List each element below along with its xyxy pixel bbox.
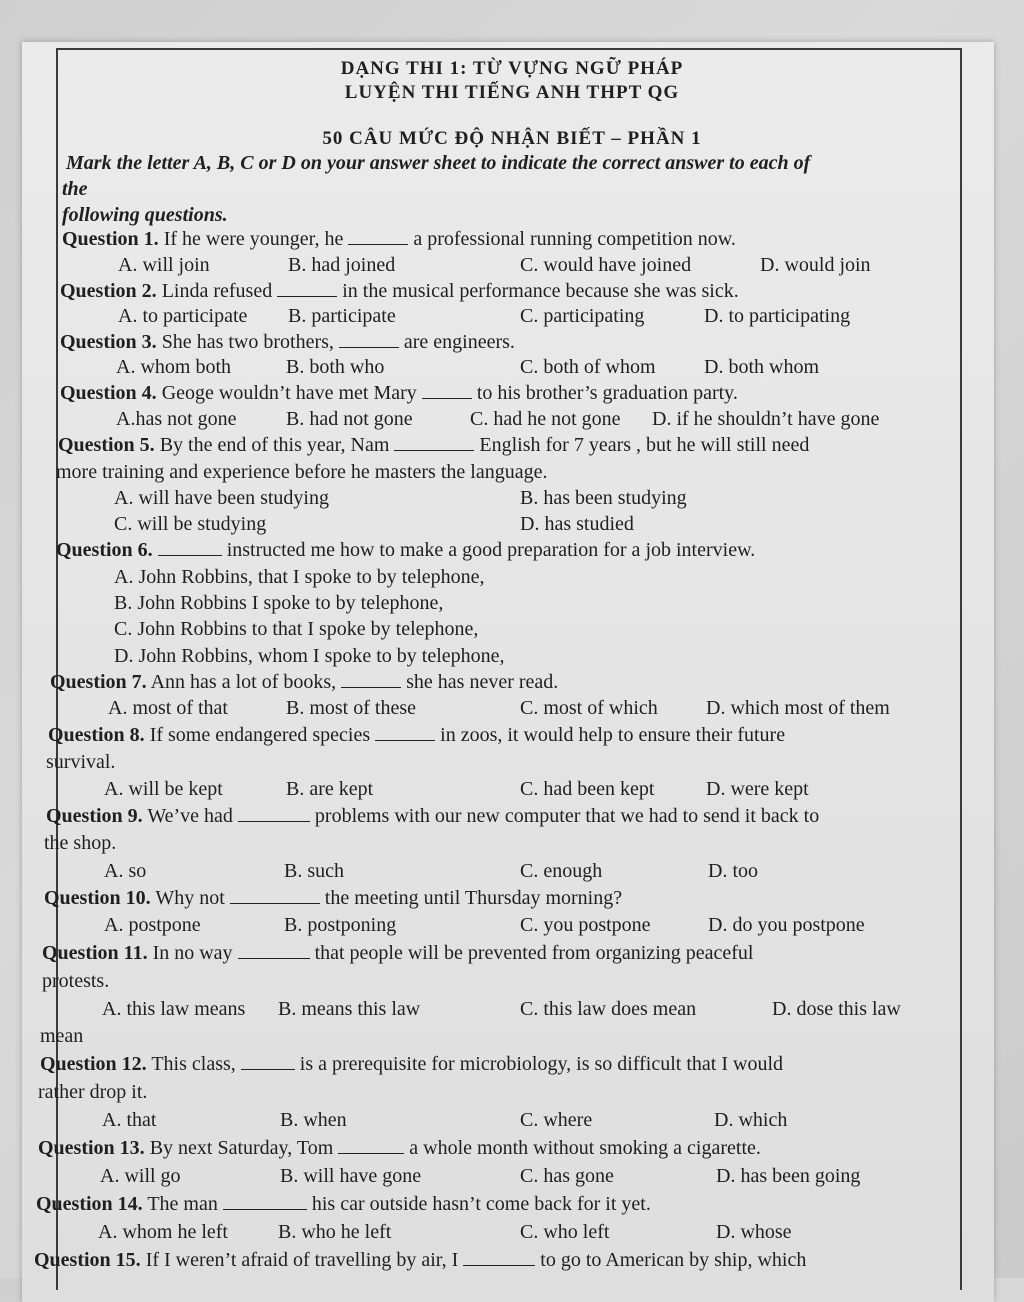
option-c[interactable]: C. had he not gone (470, 408, 621, 430)
question-stem-start: Geoge wouldn’t have met Mary (161, 382, 417, 404)
question-stem-end: a whole month without smoking a cigarette. (409, 1137, 761, 1159)
question-4 (60, 382, 738, 405)
option-b[interactable]: B. has been studying (520, 487, 687, 509)
answer-blank (338, 1139, 404, 1154)
question-7 (50, 671, 558, 694)
question-stem-start: This class, (151, 1053, 236, 1075)
question-stem-end: are engineers. (403, 331, 515, 353)
question-label: Question 1. (62, 228, 159, 250)
option-c[interactable]: C. participating (520, 305, 645, 327)
question-stem-end: in zoos, it would help to ensure their future (440, 724, 786, 746)
question-10 (44, 887, 622, 910)
answer-blank (422, 384, 472, 399)
option-a[interactable]: A. so (104, 860, 147, 882)
question-15 (34, 1249, 806, 1272)
question-stem-end: the meeting until Thursday morning? (324, 887, 623, 909)
answer-blank (223, 1195, 307, 1210)
question-stem-end: problems with our new computer that we had to send it back to (314, 805, 820, 827)
answer-blank (394, 436, 474, 451)
option-b[interactable]: B. who he left (278, 1221, 392, 1243)
question-5 (58, 434, 809, 457)
option-c[interactable]: C. enough (520, 860, 603, 882)
question-label: Question 11. (42, 942, 148, 964)
option-b[interactable]: B. had joined (288, 254, 396, 276)
question-stem-end: his car outside hasn’t come back for it yet. (311, 1193, 651, 1215)
option-a[interactable]: A. most of that (108, 697, 228, 719)
instruction-line-2: the (62, 178, 88, 200)
option-d[interactable]: D. which (714, 1109, 788, 1131)
header-type: DẠNG THI 1: TỪ VỰNG NGỮ PHÁP (340, 58, 684, 79)
question-label: Question 15. (34, 1249, 141, 1271)
option-d[interactable]: D. dose this law (772, 998, 901, 1020)
option-d-continued: mean (40, 1025, 84, 1047)
question-stem-start: By the end of this year, Nam (159, 434, 390, 456)
question-12 (40, 1053, 783, 1076)
question-stem-start: By next Saturday, Tom (149, 1137, 334, 1159)
answer-blank (339, 333, 399, 348)
answer-blank (341, 673, 401, 688)
option-a[interactable]: A. whom he left (98, 1221, 228, 1243)
answer-blank (348, 230, 408, 245)
option-d[interactable]: D. whose (716, 1221, 792, 1243)
answer-blank (463, 1251, 535, 1266)
option-d[interactable]: D. were kept (706, 778, 809, 800)
question-8 (48, 724, 785, 747)
answer-blank (238, 944, 310, 959)
option-d[interactable]: D. do you postpone (708, 914, 865, 936)
question-9-continued: the shop. (44, 832, 117, 854)
option-c[interactable]: C. this law does mean (520, 998, 697, 1020)
question-label: Question 13. (38, 1137, 145, 1159)
question-label: Question 10. (44, 887, 151, 909)
option-a[interactable]: A. will join (118, 254, 210, 276)
answer-blank (241, 1055, 295, 1070)
question-9 (46, 805, 819, 828)
option-a[interactable]: A. that (102, 1109, 157, 1131)
option-a[interactable]: A. whom both (116, 356, 231, 378)
option-d[interactable]: D. both whom (704, 356, 819, 378)
option-c[interactable]: C. had been kept (520, 778, 655, 800)
question-label: Question 12. (40, 1053, 147, 1075)
option-a[interactable]: A. will go (100, 1165, 181, 1187)
question-stem-end: instructed me how to make a good preparation for a job interview. (226, 539, 756, 561)
answer-blank (230, 889, 320, 904)
option-a[interactable]: A. this law means (102, 998, 246, 1020)
question-stem-end: is a prerequisite for microbiology, is so difficult that I would (299, 1053, 784, 1075)
question-11 (42, 942, 753, 965)
instruction-line-3: following questions. (62, 204, 228, 226)
question-stem-start: If some endangered species (149, 724, 371, 746)
question-stem-start: If I weren’t afraid of travelling by air, I (145, 1249, 459, 1271)
question-stem-end: English for 7 years , but he will still need (479, 434, 810, 456)
option-a[interactable]: A. postpone (104, 914, 201, 936)
question-label: Question 5. (58, 434, 155, 456)
question-stem-start: We’ve had (147, 805, 233, 827)
question-stem-start: Why not (155, 887, 225, 909)
question-stem-end: to go to American by ship, which (540, 1249, 807, 1271)
question-11-continued: protests. (42, 970, 110, 992)
question-label: Question 7. (50, 671, 147, 693)
question-5-continued: more training and experience before he masters the language. (56, 461, 548, 483)
question-14 (36, 1193, 651, 1216)
question-stem-end: a professional running competition now. (413, 228, 736, 250)
option-d[interactable]: D. has studied (520, 513, 634, 535)
option-b[interactable]: B. John Robbins I spoke to by telephone, (114, 592, 444, 614)
question-stem-start: Ann has a lot of books, (150, 671, 337, 693)
option-c[interactable]: C. John Robbins to that I spoke by telephone, (114, 618, 479, 640)
question-stem-end: in the musical performance because she was sick. (342, 280, 739, 302)
question-stem-end: she has never read. (406, 671, 559, 693)
question-label: Question 9. (46, 805, 143, 827)
question-stem-end: that people will be prevented from organizing peaceful (314, 942, 754, 964)
question-stem-start: Linda refused (161, 280, 273, 302)
option-b[interactable]: B. both who (286, 356, 385, 378)
question-stem-start: If he were younger, he (163, 228, 344, 250)
answer-blank (158, 541, 222, 556)
option-d[interactable]: D. would join (760, 254, 871, 276)
header-section: 50 CÂU MỨC ĐỘ NHẬN BIẾT – PHẦN 1 (322, 128, 702, 149)
option-a[interactable]: A. will be kept (104, 778, 223, 800)
question-label: Question 4. (60, 382, 157, 404)
question-stem-start: In no way (152, 942, 233, 964)
question-label: Question 2. (60, 280, 157, 302)
option-b[interactable]: B. most of these (286, 697, 416, 719)
answer-blank (238, 807, 310, 822)
question-1 (62, 228, 736, 251)
question-13 (38, 1137, 761, 1160)
instruction-line-1: Mark the letter A, B, C or D on your answer sheet to indicate the correct answer to each of (66, 152, 811, 174)
question-2 (60, 280, 739, 303)
question-8-continued: survival. (46, 751, 116, 773)
question-label: Question 6. (56, 539, 153, 561)
answer-blank (277, 282, 337, 297)
option-b[interactable]: B. will have gone (280, 1165, 422, 1187)
option-c[interactable]: C. both of whom (520, 356, 656, 378)
question-6 (56, 539, 755, 562)
question-stem-start: The man (147, 1193, 218, 1215)
option-d[interactable]: D. John Robbins, whom I spoke to by telephone, (114, 645, 505, 667)
option-b[interactable]: B. had not gone (286, 408, 413, 430)
option-a[interactable]: A. will have been studying (114, 487, 329, 509)
question-stem-start: She has two brothers, (161, 331, 334, 353)
option-c[interactable]: C. who left (520, 1221, 610, 1243)
question-label: Question 8. (48, 724, 145, 746)
option-c[interactable]: C. most of which (520, 697, 658, 719)
option-d[interactable]: D. to participating (704, 305, 851, 327)
option-d[interactable]: D. has been going (716, 1165, 861, 1187)
header-course: LUYỆN THI TIẾNG ANH THPT QG (344, 82, 680, 103)
option-a[interactable]: A.has not gone (116, 408, 237, 430)
option-c[interactable]: C. you postpone (520, 914, 651, 936)
option-c[interactable]: C. would have joined (520, 254, 692, 276)
question-stem-end: to his brother’s graduation party. (476, 382, 738, 404)
question-12-continued: rather drop it. (38, 1081, 148, 1103)
option-c[interactable]: C. has gone (520, 1165, 614, 1187)
option-b[interactable]: B. are kept (286, 778, 374, 800)
option-b[interactable]: B. such (284, 860, 344, 882)
option-b[interactable]: B. participate (288, 305, 396, 327)
option-d[interactable]: D. too (708, 860, 758, 882)
option-a[interactable]: A. John Robbins, that I spoke to by telephone, (114, 566, 485, 588)
option-c[interactable]: C. where (520, 1109, 593, 1131)
answer-blank (375, 726, 435, 741)
option-c[interactable]: C. will be studying (114, 513, 267, 535)
option-d[interactable]: D. which most of them (706, 697, 890, 719)
question-label: Question 14. (36, 1193, 143, 1215)
option-b[interactable]: B. means this law (278, 998, 421, 1020)
option-d[interactable]: D. if he shouldn’t have gone (652, 408, 880, 430)
question-3 (60, 331, 515, 354)
option-b[interactable]: B. postponing (284, 914, 397, 936)
question-label: Question 3. (60, 331, 157, 353)
option-b[interactable]: B. when (280, 1109, 347, 1131)
option-a[interactable]: A. to participate (118, 305, 248, 327)
